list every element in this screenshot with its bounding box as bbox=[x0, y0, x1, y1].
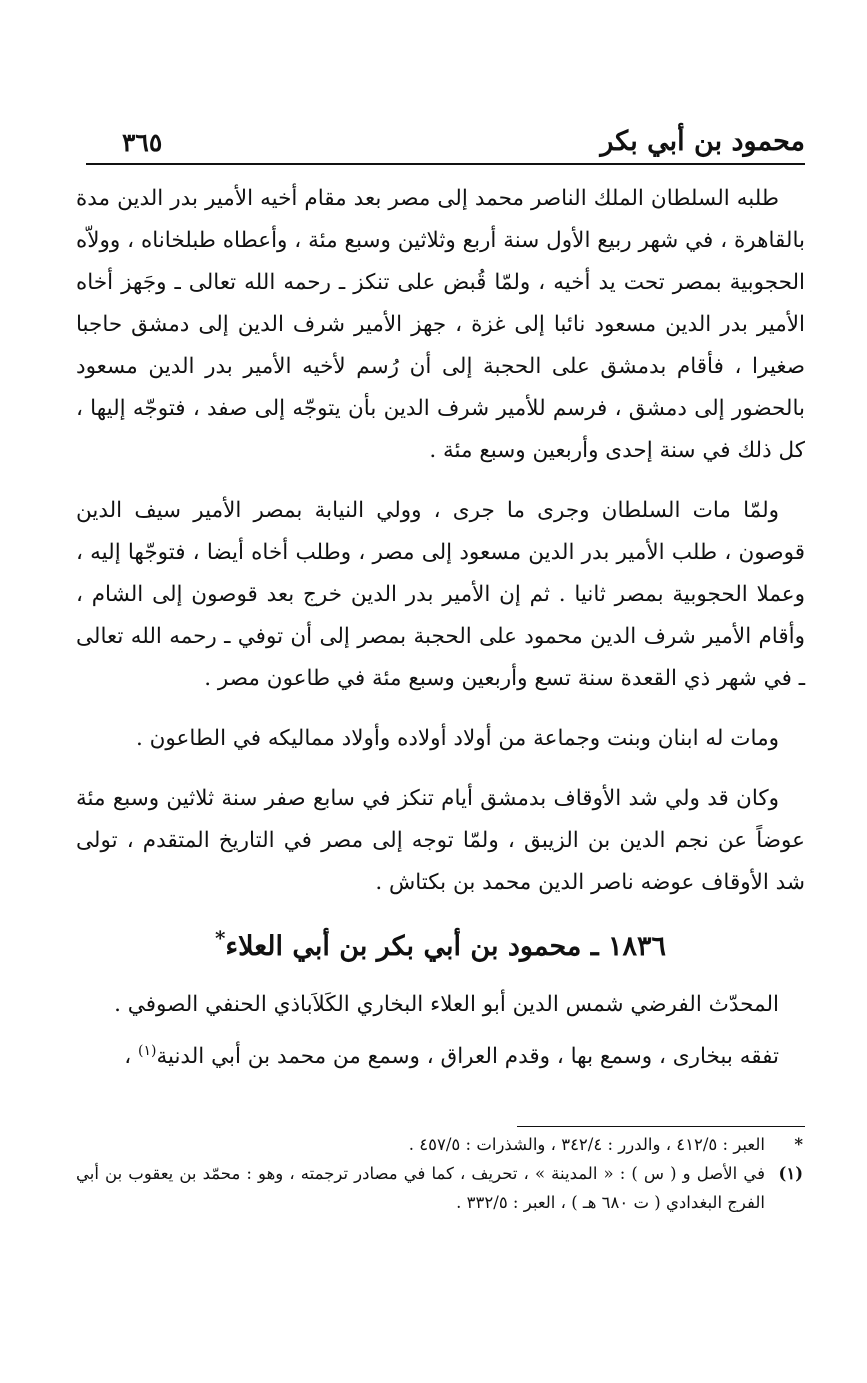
paragraph-1: طلبه السلطان الملك الناصر محمد إلى مصر بعد مقام أخيه الأمير بدر الدين مدة بالقاهرة ، في شهر ربيع الأول سنة أربع وثلاثين وسبع مئة ، وأعطاه طبلخاناه ، وولاّه الحجوبية بمصر تحت يد أخيه ، ولمّا قُبض على تنكز ـ رحمه الله تعالى ـ وجَهز أخاه الأمير بدر الدين مسعود نائبا إلى غزة ، جهز الأمير شرف الدين إلى دمشق حاجبا صغيرا ، فأقام بدمشق على الحجبة إلى أن رُسم لأخيه الأمير بدر الدين مسعود بالحضور إلى دمشق ، فرسم للأمير شرف الدين بأن يتوجّه إلى صفد ، فتوجّه إليها ، كل ذلك في سنة إحدى وأربعين وسبع مئة . bbox=[76, 186, 805, 463]
footnote-star bbox=[76, 1130, 805, 1159]
footnote-1-mark: (١) bbox=[778, 1164, 803, 1183]
footnotes bbox=[76, 1130, 805, 1217]
entry-intro: المحدّث الفرضي شمس الدين أبو العلاء البخاري الكَلاَباذي الحنفي الصوفي . bbox=[114, 992, 779, 1017]
page-number: ٣٦٥ bbox=[122, 128, 163, 157]
footnote-1 bbox=[76, 1159, 805, 1217]
main-text bbox=[76, 178, 805, 1078]
paragraph-2: ولمّا مات السلطان وجرى ما جرى ، وولي النيابة بمصر الأمير سيف الدين قوصون ، طلب الأمير بدر الدين مسعود إلى مصر ، وطلب أخاه أيضا ، فتوجّها إليه ، وعملا الحجوبية بمصر ثانيا . ثم إن الأمير بدر الدين خرج بعد قوصون إلى الشام ، وأقام الأمير شرف الدين محمود على الحجبة بمصر إلى أن توفي ـ رحمه الله تعالى ـ في شهر ذي القعدة سنة تسع وأربعين وسبع مئة في طاعون مصر . bbox=[76, 498, 805, 691]
paragraph-4: وكان قد ولي شد الأوقاف بدمشق أيام تنكز في سابع صفر سنة ثلاثين وسبع مئة عوضاً عن نجم الدين بن الزيبق ، ولمّا توجه إلى مصر في التاريخ المتقدم ، تولى شد الأوقاف عوضه ناصر الدين محمد بن بكتاش . bbox=[76, 786, 805, 895]
footnote-rule bbox=[517, 1126, 805, 1127]
entry-heading bbox=[76, 922, 805, 972]
entry-line-text: تفقه ببخارى ، وسمع بها ، وقدم العراق ، وسمع من محمد بن أبي الدنية bbox=[156, 1044, 779, 1069]
header-rule bbox=[86, 163, 805, 165]
paragraph-3: ومات له ابنان وبنت وجماعة من أولاد أولاده وأولاد مماليكه في الطاعون . bbox=[135, 726, 779, 751]
entry-line-tail: ، bbox=[124, 1044, 138, 1069]
running-title: محمود بن أبي بكر bbox=[600, 126, 805, 157]
footnote-reference-1[interactable]: (١) bbox=[137, 1042, 157, 1059]
footnote-star-mark: * bbox=[794, 1135, 803, 1154]
entry-title: ١٨٣٦ ـ محمود بن أبي بكر بن أبي العلاء bbox=[225, 931, 667, 962]
entry-line bbox=[76, 1036, 805, 1078]
footnote-1-text: في الأصل و ( س ) : « المدينة » ، تحريف ، كما في مصادر ترجمته ، وهو : محمّد بن يعقوب بن أبي الفرج البغدادي ( ت ٦٨٠ هـ ) ، العبر : ٣٣٢/٥ . bbox=[76, 1164, 765, 1212]
entry-footnote-mark: * bbox=[214, 926, 226, 950]
page-header bbox=[86, 120, 805, 164]
footnote-star-text: العبر : ٤١٢/٥ ، والدرر : ٣٤٢/٤ ، والشذرات : ٤٥٧/٥ . bbox=[408, 1135, 765, 1154]
